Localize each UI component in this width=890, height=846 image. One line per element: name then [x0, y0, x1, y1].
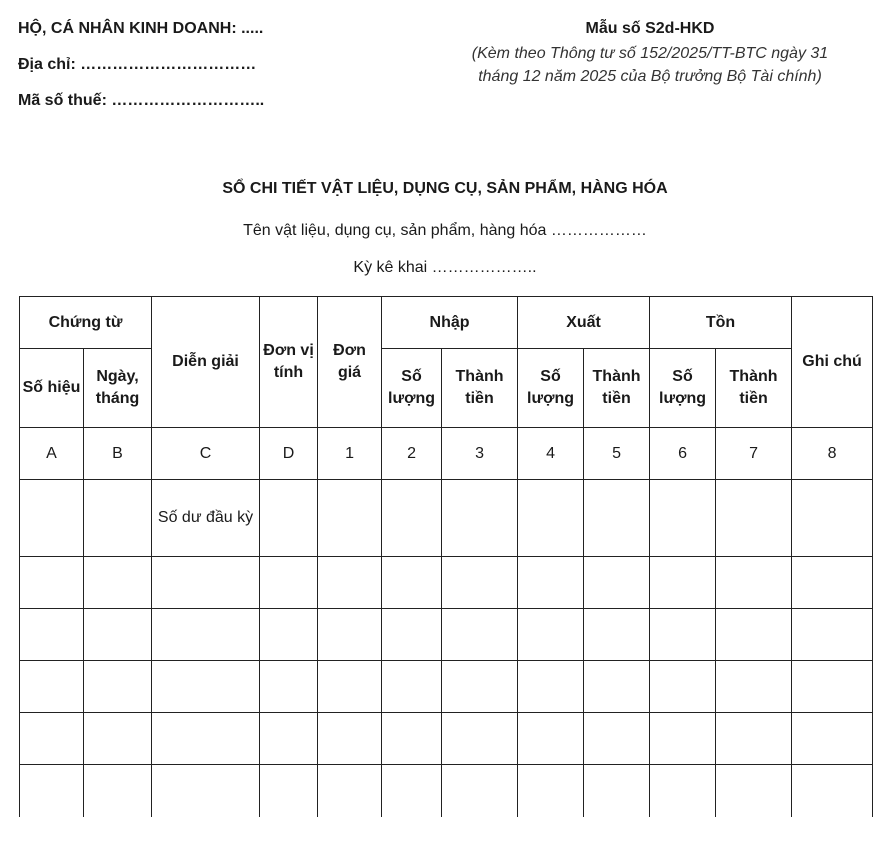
table-row	[20, 713, 873, 765]
table-cell	[382, 480, 442, 557]
notes-header: Ghi chú	[792, 297, 873, 428]
unit-price-header: Đơn giá	[318, 297, 382, 428]
table-cell	[442, 557, 518, 609]
table-cell	[792, 609, 873, 661]
column-code: 7	[716, 428, 792, 480]
column-code: 8	[792, 428, 873, 480]
column-code: 4	[518, 428, 584, 480]
column-code: D	[260, 428, 318, 480]
table-cell	[382, 661, 442, 713]
table-cell	[382, 609, 442, 661]
import-quantity-header: Số lượng	[382, 349, 442, 428]
business-name-line: HỘ, CÁ NHÂN KINH DOANH: .....	[18, 20, 264, 37]
table-cell	[84, 661, 152, 713]
table-cell	[716, 557, 792, 609]
table-cell	[518, 557, 584, 609]
table-cell	[650, 713, 716, 765]
inventory-ledger-table	[19, 296, 873, 817]
table-cell	[260, 661, 318, 713]
table-cell	[84, 713, 152, 765]
table-cell	[318, 765, 382, 818]
table-row	[20, 557, 873, 609]
table-cell	[650, 557, 716, 609]
table-cell	[650, 661, 716, 713]
table-cell	[318, 713, 382, 765]
business-info	[18, 16, 264, 124]
export-header: Xuất	[518, 297, 650, 349]
table-cell	[792, 557, 873, 609]
circular-note-line-1: (Kèm theo Thông tư số 152/2025/TT-BTC ngày 31	[471, 45, 829, 62]
table-cell	[650, 765, 716, 818]
table-cell	[20, 713, 84, 765]
table-cell	[792, 713, 873, 765]
table-cell	[382, 713, 442, 765]
table-row	[20, 661, 873, 713]
opening-balance-row	[20, 480, 873, 557]
table-cell	[792, 765, 873, 818]
table-cell	[518, 713, 584, 765]
table-cell	[650, 480, 716, 557]
column-code: B	[84, 428, 152, 480]
table-cell	[260, 480, 318, 557]
table-cell	[260, 557, 318, 609]
table-cell	[84, 480, 152, 557]
table-cell	[382, 765, 442, 818]
table-cell	[716, 765, 792, 818]
description-header: Diễn giải	[152, 297, 260, 428]
stock-amount-header: Thành tiền	[716, 349, 792, 428]
table-cell	[650, 609, 716, 661]
column-code: 2	[382, 428, 442, 480]
voucher-date-header: Ngày, tháng	[84, 349, 152, 428]
column-code-row	[20, 428, 873, 480]
table-cell	[152, 557, 260, 609]
table-cell	[442, 713, 518, 765]
table-cell	[584, 557, 650, 609]
stock-header: Tồn	[650, 297, 792, 349]
address-line: Địa chỉ: ……………………………	[18, 56, 257, 73]
table-cell	[20, 609, 84, 661]
document-title: SỔ CHI TIẾT VẬT LIỆU, DỤNG CỤ, SẢN PHẨM, HÀNG HÓA	[222, 180, 668, 197]
table-cell	[518, 609, 584, 661]
table-cell	[584, 609, 650, 661]
table-cell	[318, 661, 382, 713]
table-cell	[442, 609, 518, 661]
table-cell	[584, 661, 650, 713]
table-cell	[20, 557, 84, 609]
table-cell	[716, 480, 792, 557]
column-code: 1	[318, 428, 382, 480]
table-cell	[792, 480, 873, 557]
table-cell	[792, 661, 873, 713]
column-code: 5	[584, 428, 650, 480]
column-code: C	[152, 428, 260, 480]
voucher-no-header: Số hiệu	[20, 349, 84, 428]
table-cell	[716, 609, 792, 661]
table-cell	[84, 609, 152, 661]
table-cell	[260, 765, 318, 818]
column-code: A	[20, 428, 84, 480]
table-cell	[716, 661, 792, 713]
table-cell	[442, 765, 518, 818]
table-cell	[716, 713, 792, 765]
export-quantity-header: Số lượng	[518, 349, 584, 428]
table-cell	[584, 480, 650, 557]
table-cell	[518, 661, 584, 713]
table-cell	[20, 480, 84, 557]
table-cell	[260, 713, 318, 765]
table-cell	[84, 765, 152, 818]
table-cell	[584, 713, 650, 765]
table-cell	[152, 609, 260, 661]
table-cell	[442, 661, 518, 713]
table-cell	[20, 765, 84, 818]
column-code: 6	[650, 428, 716, 480]
tax-code-line: Mã số thuế: ………………………..	[18, 92, 265, 109]
form-number: Mẫu số S2d-HKD	[585, 20, 715, 37]
table-cell	[442, 480, 518, 557]
table-cell	[518, 480, 584, 557]
circular-note-line-2: tháng 12 năm 2025 của Bộ trưởng Bộ Tài chính)	[478, 68, 822, 85]
table-cell	[584, 765, 650, 818]
item-name-line: Tên vật liệu, dụng cụ, sản phẩm, hàng hóa ………………	[243, 222, 647, 239]
import-header: Nhập	[382, 297, 518, 349]
table-row	[20, 609, 873, 661]
opening-balance-label: Số dư đầu kỳ	[152, 480, 260, 557]
table-cell	[318, 557, 382, 609]
voucher-header: Chứng từ	[20, 297, 152, 349]
table-cell	[152, 661, 260, 713]
column-code: 3	[442, 428, 518, 480]
import-amount-header: Thành tiền	[442, 349, 518, 428]
stock-quantity-header: Số lượng	[650, 349, 716, 428]
table-cell	[518, 765, 584, 818]
table-cell	[318, 609, 382, 661]
table-cell	[20, 661, 84, 713]
export-amount-header: Thành tiền	[584, 349, 650, 428]
table-cell	[152, 765, 260, 818]
table-cell	[152, 713, 260, 765]
table-row	[20, 765, 873, 818]
table-cell	[318, 480, 382, 557]
table-cell	[260, 609, 318, 661]
form-reference	[416, 16, 884, 88]
table-cell	[84, 557, 152, 609]
table-cell	[382, 557, 442, 609]
unit-header: Đơn vị tính	[260, 297, 318, 428]
period-line: Kỳ kê khai ………………..	[353, 259, 537, 276]
